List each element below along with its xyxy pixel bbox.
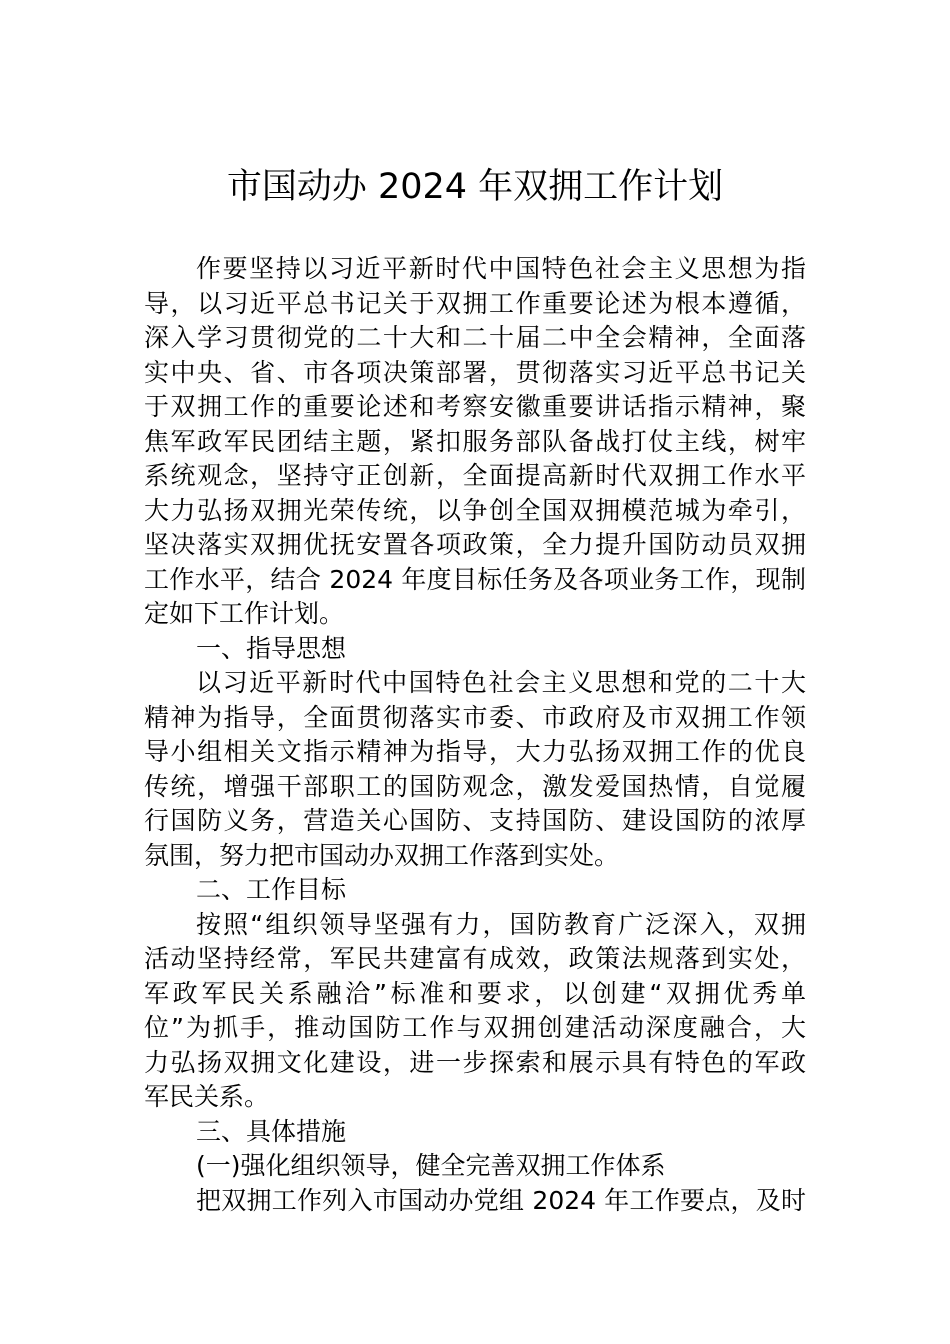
paragraph-line: 工作水平，结合 2024 年度目标任务及各项业务工作，现制 [144,564,806,594]
paragraph-line: 活动坚持经常，军民共建富有成效，政策法规落到实处， [144,944,806,973]
document-title: 市国动办 2024 年双拥工作计划 [226,167,724,207]
paragraph-line: 军政军民关系融洽”标准和要求，以创建“双拥优秀单 [144,978,806,1008]
paragraph-line: 坚决落实双拥优抚安置各项政策，全力提升国防动员双拥 [144,530,806,559]
paragraph-line: 力弘扬双拥文化建设，进一步探索和展示具有特色的军政 [144,1047,806,1077]
paragraph-line: 行国防义务，营造关心国防、支持国防、建设国防的浓厚 [144,806,806,835]
paragraph-line: 焦军政军民团结主题，紧扣服务部队备战打仗主线，树牢 [144,426,806,456]
section-heading-work-goals: 二、工作目标 [196,875,347,904]
paragraph-line: 导小组相关文指示精神为指导，大力弘扬双拥工作的优良 [144,737,806,766]
section-heading-guiding-thought: 一、指导思想 [196,633,347,663]
paragraph-line: 导，以习近平总书记关于双拥工作重要论述为根本遵循， [144,288,806,318]
paragraph-line: 作要坚持以习近平新时代中国特色社会主义思想为指 [196,254,806,283]
document-body [144,252,806,1218]
section-heading-specific-measures: 三、具体措施 [196,1116,347,1146]
paragraph-line: 氛围，努力把市国动办双拥工作落到实处。 [144,840,620,870]
paragraph-line: 实中央、省、市各项决策部署，贯彻落实习近平总书记关 [144,357,806,387]
paragraph-line: 于双拥工作的重要论述和考察安徽重要讲话指示精神，聚 [144,392,806,421]
paragraph-line: 深入学习贯彻党的二十大和二十届二中全会精神，全面落 [144,323,806,352]
paragraph-line: 定如下工作计划。 [144,599,345,628]
paragraph-line: 大力弘扬双拥光荣传统，以争创全国双拥模范城为牵引， [144,495,806,525]
paragraph-line: 按照“组织领导坚强有力，国防教育广泛深入，双拥 [196,909,806,939]
paragraph-line: 以习近平新时代中国特色社会主义思想和党的二十大 [196,668,806,697]
paragraph-line: 位”为抓手，推动国防工作与双拥创建活动深度融合，大 [144,1013,806,1042]
paragraph-line: 把双拥工作列入市国动办党组 2024 年工作要点，及时 [196,1185,806,1215]
paragraph-line: 精神为指导，全面贯彻落实市委、市政府及市双拥工作领 [144,702,806,732]
paragraph-line: 军民关系。 [144,1082,270,1111]
paragraph-line: 系统观念，坚持守正创新，全面提高新时代双拥工作水平 [144,461,806,490]
subsection-heading-organization: (一)强化组织领导，健全完善双拥工作体系 [196,1151,666,1180]
paragraph-line: 传统，增强干部职工的国防观念，激发爱国热情，自觉履 [144,771,806,801]
